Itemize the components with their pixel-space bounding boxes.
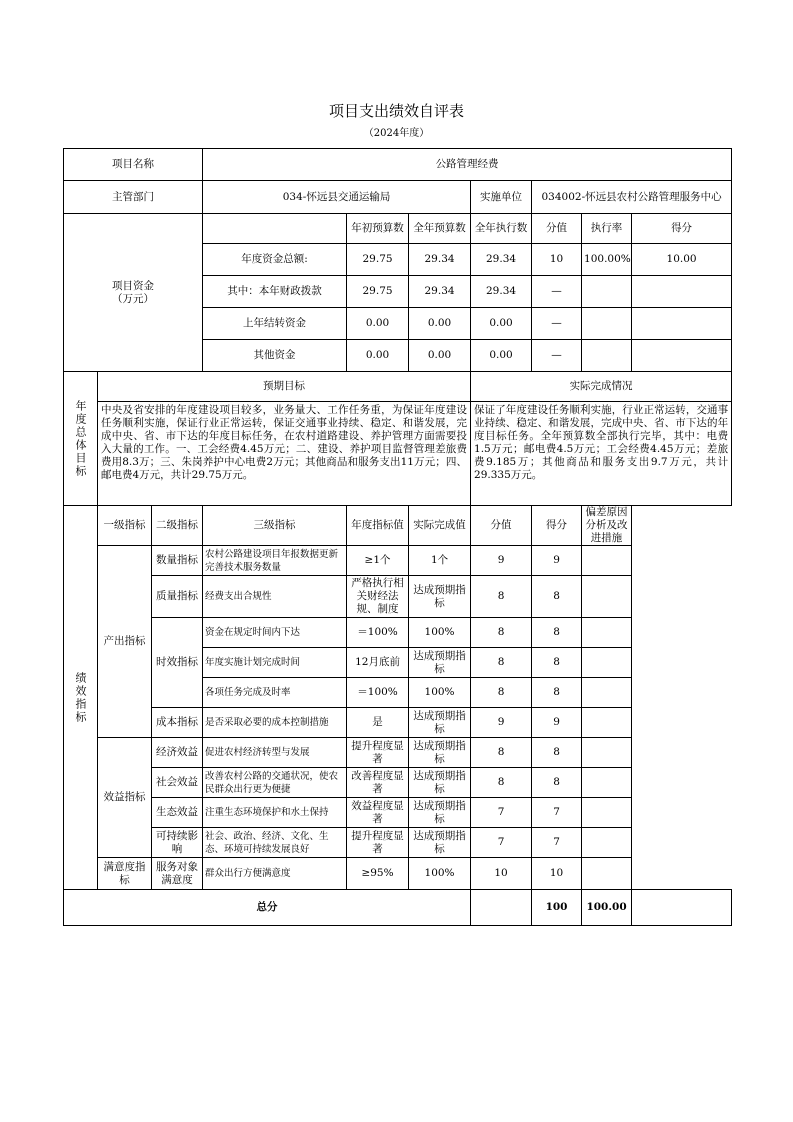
- table-row: [64, 181, 732, 214]
- target-value: ＝100%: [347, 678, 409, 708]
- target-value: 12月底前: [347, 648, 409, 678]
- weight-value: 8: [471, 768, 532, 798]
- page-title: 项目支出绩效自评表: [328, 102, 464, 120]
- total-note: [632, 890, 732, 926]
- level3-indicator: 注重生态环境保护和水土保持: [203, 798, 347, 828]
- level2-indicator: 数量指标: [152, 546, 203, 576]
- funds-cell-score_weight: —: [532, 308, 582, 340]
- actual-value: 达成预期指标: [409, 828, 471, 858]
- funds-cell-score: [632, 276, 732, 308]
- target-value: ≥95%: [347, 858, 409, 890]
- funds-row-name: 其他资金: [203, 340, 347, 372]
- target-value: 改善程度显著: [347, 768, 409, 798]
- score-value: 8: [532, 648, 582, 678]
- total-score: 100.00: [582, 890, 632, 926]
- table-row: [64, 738, 732, 768]
- score-value: 8: [532, 618, 582, 648]
- level3-indicator: 各项任务完成及时率: [203, 678, 347, 708]
- target-value: ≥1个: [347, 546, 409, 576]
- perf-header: 一级指标: [98, 506, 152, 546]
- funds-cell-score_weight: —: [532, 276, 582, 308]
- actual-value: 100%: [409, 858, 471, 890]
- weight-value: 7: [471, 798, 532, 828]
- deviation-note: [582, 828, 632, 858]
- total-label: 总分: [64, 890, 471, 926]
- target-value: 是: [347, 708, 409, 738]
- table-row: [64, 768, 732, 798]
- deviation-note: [582, 798, 632, 828]
- level1-indicator: 满意度指标: [98, 858, 152, 890]
- level3-indicator: 促进农村经济转型与发展: [203, 738, 347, 768]
- score-value: 9: [532, 708, 582, 738]
- funds-cell-c: 29.34: [471, 276, 532, 308]
- funds-header: 全年执行数: [471, 214, 532, 244]
- perf-header: 三级指标: [203, 506, 347, 546]
- table-row: [64, 708, 732, 738]
- funds-cell-a: 29.75: [347, 276, 409, 308]
- actual-value: 达成预期指标: [409, 576, 471, 618]
- funds-cell-rate: [582, 276, 632, 308]
- funds-row-name: 年度资金总额:: [203, 244, 347, 276]
- funds-cell-b: 29.34: [409, 244, 471, 276]
- deviation-note: [582, 708, 632, 738]
- weight-value: 9: [471, 708, 532, 738]
- score-value: 7: [532, 828, 582, 858]
- weight-value: 8: [471, 576, 532, 618]
- target-value: 提升程度显著: [347, 738, 409, 768]
- funds-cell-c: 0.00: [471, 340, 532, 372]
- weight-value: 8: [471, 678, 532, 708]
- funds-cell-score_weight: 10: [532, 244, 582, 276]
- funds-cell-b: 29.34: [409, 276, 471, 308]
- funds-header: 得分: [632, 214, 732, 244]
- table-body: [64, 149, 732, 926]
- table-row: [64, 372, 732, 402]
- weight-value: 8: [471, 618, 532, 648]
- level2-indicator: 社会效益: [152, 768, 203, 798]
- level3-indicator: 社会、政治、经济、文化、生态、环境可持续发展良好: [203, 828, 347, 858]
- unit-label: 实施单位: [471, 181, 532, 214]
- level2-indicator: 成本指标: [152, 708, 203, 738]
- level2-indicator: 服务对象满意度: [152, 858, 203, 890]
- level2-indicator: 生态效益: [152, 798, 203, 828]
- actual-header: 实际完成情况: [471, 372, 732, 402]
- perf-header: 实际完成值: [409, 506, 471, 546]
- level3-indicator: 年度实施计划完成时间: [203, 648, 347, 678]
- table-row: [64, 214, 732, 244]
- expected-text: 中央及省安排的年度建设项目较多，业务量大、工作任务重，为保证年度建设任务顺利实施，保证行业正常运转，保证交通事业持续、稳定、和谐发展，完成中央、省、市下达的年度目标任务，在农村道路建设、养护管理方面需要投入大量的工作。一、工会经费4.45万元；二、建设、养护项目监督管理差旅费费用8.3万；三、朱岗养护中心电费2万元；其他商品和服务支出11万元；四、邮电费4万元，共计29.75万元。: [98, 402, 471, 506]
- score-value: 8: [532, 678, 582, 708]
- score-value: 9: [532, 546, 582, 576]
- actual-value: 100%: [409, 618, 471, 648]
- perf-header: 二级指标: [152, 506, 203, 546]
- project-name-label: 项目名称: [64, 149, 203, 181]
- score-value: 8: [532, 576, 582, 618]
- dept-label: 主管部门: [64, 181, 203, 214]
- table-row: [64, 890, 732, 926]
- table-row: [64, 828, 732, 858]
- level2-indicator: 时效指标: [152, 618, 203, 708]
- actual-value: 达成预期指标: [409, 708, 471, 738]
- page-subtitle: （2024年度）: [363, 128, 430, 139]
- weight-value: 10: [471, 858, 532, 890]
- funds-cell-b: 0.00: [409, 340, 471, 372]
- total-weight: 100: [532, 890, 582, 926]
- table-row: [64, 576, 732, 618]
- actual-value: 100%: [409, 678, 471, 708]
- level1-indicator: 产出指标: [98, 546, 152, 738]
- deviation-note: [582, 678, 632, 708]
- perf-label: 绩效指标: [64, 506, 98, 890]
- perf-header: 分值: [471, 506, 532, 546]
- funds-header: 全年预算数: [409, 214, 471, 244]
- score-value: 10: [532, 858, 582, 890]
- perf-header: 偏差原因分析及改进措施: [582, 506, 632, 546]
- expected-header: 预期目标: [98, 372, 471, 402]
- funds-cell-score_weight: —: [532, 340, 582, 372]
- level2-indicator: 经济效益: [152, 738, 203, 768]
- funds-cell-score: [632, 308, 732, 340]
- table-row: [64, 798, 732, 828]
- actual-value: 达成预期指标: [409, 648, 471, 678]
- target-value: ＝100%: [347, 618, 409, 648]
- funds-cell-a: 0.00: [347, 340, 409, 372]
- funds-header: 执行率: [582, 214, 632, 244]
- funds-header: 年初预算数: [347, 214, 409, 244]
- actual-value: 达成预期指标: [409, 798, 471, 828]
- deviation-note: [582, 648, 632, 678]
- funds-cell-score: [632, 340, 732, 372]
- perf-header: 年度指标值: [347, 506, 409, 546]
- funds-cell-a: 0.00: [347, 308, 409, 340]
- perf-header: 得分: [532, 506, 582, 546]
- level3-indicator: 群众出行方便满意度: [203, 858, 347, 890]
- funds-header-blank: [203, 214, 347, 244]
- funds-row-name: 其中：本年财政拨款: [203, 276, 347, 308]
- target-value: 效益程度显著: [347, 798, 409, 828]
- funds-cell-c: 29.34: [471, 244, 532, 276]
- deviation-note: [582, 576, 632, 618]
- actual-value: 达成预期指标: [409, 768, 471, 798]
- level2-indicator: 质量指标: [152, 576, 203, 618]
- actual-text: 保证了年度建设任务顺利实施，行业正常运转，交通事业持续、稳定、和谐发展，完成中央、省、市下达的年度目标任务。全年预算数全部执行完毕，其中：电费1.5万元；邮电费4.5万元；工会经费4.45万元；差旅费9.185万；其他商品和服务支出9.7万元，共计29.335万元。: [471, 402, 732, 506]
- funds-cell-b: 0.00: [409, 308, 471, 340]
- dept-value: 034-怀远县交通运输局: [203, 181, 471, 214]
- funds-header: 分值: [532, 214, 582, 244]
- table-row: [64, 149, 732, 181]
- level3-indicator: 经费支出合规性: [203, 576, 347, 618]
- target-value: 提升程度显著: [347, 828, 409, 858]
- unit-value: 034002-怀远县农村公路管理服务中心: [532, 181, 732, 214]
- level1-indicator: 效益指标: [98, 738, 152, 858]
- table-row: [64, 506, 732, 546]
- deviation-note: [582, 738, 632, 768]
- funds-label: 项目资金 （万元）: [64, 214, 203, 372]
- table-row: [64, 618, 732, 648]
- project-name-value: 公路管理经费: [203, 149, 732, 181]
- deviation-note: [582, 768, 632, 798]
- funds-cell-rate: [582, 340, 632, 372]
- target-value: 严格执行相关财经法规、制度: [347, 576, 409, 618]
- goals-label: 年度总体目标: [64, 372, 98, 506]
- table-row: [64, 546, 732, 576]
- deviation-note: [582, 618, 632, 648]
- funds-cell-score: 10.00: [632, 244, 732, 276]
- table-row: [64, 858, 732, 890]
- weight-value: 8: [471, 738, 532, 768]
- deviation-note: [582, 546, 632, 576]
- funds-cell-c: 0.00: [471, 308, 532, 340]
- deviation-note: [582, 858, 632, 890]
- weight-value: 9: [471, 546, 532, 576]
- level3-indicator: 是否采取必要的成本控制措施: [203, 708, 347, 738]
- actual-value: 1个: [409, 546, 471, 576]
- total-blank: [471, 890, 532, 926]
- level2-indicator: 可持续影响: [152, 828, 203, 858]
- score-value: 7: [532, 798, 582, 828]
- weight-value: 7: [471, 828, 532, 858]
- level3-indicator: 改善农村公路的交通状况，使农民群众出行更为便捷: [203, 768, 347, 798]
- evaluation-table: [63, 148, 732, 926]
- funds-cell-rate: [582, 308, 632, 340]
- funds-cell-rate: 100.00%: [582, 244, 632, 276]
- level3-indicator: 农村公路建设项目年报数据更新完善技术服务数量: [203, 546, 347, 576]
- actual-value: 达成预期指标: [409, 738, 471, 768]
- score-value: 8: [532, 768, 582, 798]
- funds-cell-a: 29.75: [347, 244, 409, 276]
- table-row: [64, 402, 732, 506]
- funds-row-name: 上年结转资金: [203, 308, 347, 340]
- weight-value: 8: [471, 648, 532, 678]
- level3-indicator: 资金在规定时间内下达: [203, 618, 347, 648]
- score-value: 8: [532, 738, 582, 768]
